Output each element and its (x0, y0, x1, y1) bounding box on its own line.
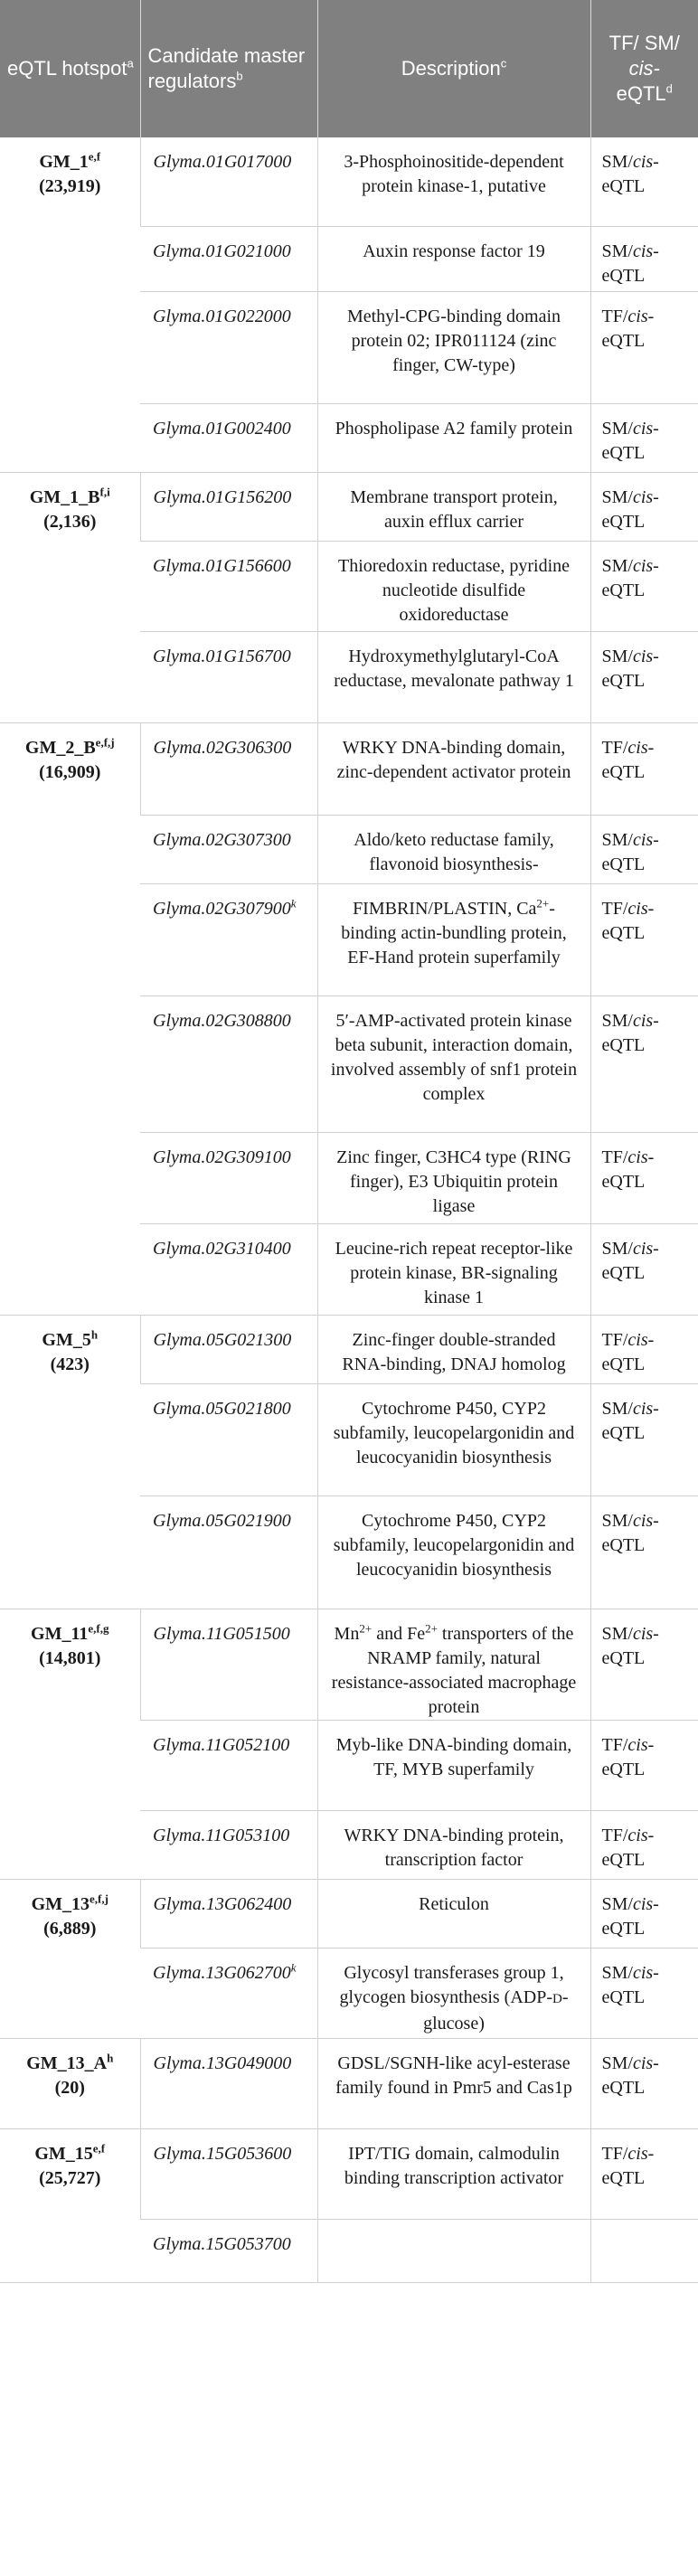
type-eqtl: eQTL (601, 922, 646, 943)
gene-cell (140, 2128, 317, 2219)
description-text: -binding actin-bundling protein, EF-Hand protein superfamily (341, 898, 567, 967)
type-cell (590, 1720, 698, 1810)
type-class: SM/ (601, 1238, 633, 1259)
gene-cell (140, 1879, 317, 1948)
gene-id: Glyma.13G062700 (153, 1962, 291, 1983)
type-class: SM/ (601, 1962, 633, 1983)
type-cell (590, 403, 698, 472)
description-cell (317, 1720, 590, 1810)
table-row (0, 1879, 698, 1948)
type-cis: cis- (632, 152, 659, 172)
description-text: 3-Phosphoinositide-dependent protein kinase-1, putative (344, 152, 564, 196)
description-text: Membrane transport protein, auxin efflux carrier (350, 486, 558, 532)
table-row (0, 2128, 698, 2219)
gene-id: Glyma.01G156700 (153, 646, 291, 666)
gene-id: Glyma.11G051500 (153, 1623, 290, 1644)
gene-footnote: k (290, 895, 297, 910)
description-cell (317, 472, 590, 541)
gene-cell (140, 1609, 317, 1720)
hotspot-label: GM_1_B (29, 486, 100, 507)
gene-cell (140, 995, 317, 1132)
description-text: WRKY DNA-binding domain, zinc-dependent activator protein (336, 737, 571, 782)
hotspot-cell (0, 1609, 140, 1879)
gene-id: Glyma.15G053600 (153, 2143, 292, 2164)
description-prefix: FIMBRIN/PLASTIN, Ca (353, 898, 537, 919)
type-eqtl: eQTL (601, 1986, 646, 2007)
gene-id: Glyma.02G306300 (153, 737, 292, 758)
type-eqtl: eQTL (601, 761, 646, 782)
gene-footnote: k (290, 1959, 297, 1974)
description-cell (317, 722, 590, 815)
description-cell (317, 137, 590, 226)
description-text: 5′-AMP-activated protein kinase beta subunit, interaction domain, involved assembly of snf1 protein complex (330, 1010, 578, 1104)
gene-id: Glyma.11G053100 (153, 1825, 290, 1845)
gene-cell (140, 2219, 317, 2282)
hotspot-count: (2,136) (43, 511, 97, 532)
description-cell (317, 815, 590, 883)
type-cis: cis- (632, 2052, 659, 2073)
gene-cell (140, 291, 317, 403)
type-cis: cis- (632, 1623, 659, 1644)
description-text: Glycosyl transferases group 1, glycogen biosynthesis (339, 1962, 564, 2007)
type-cis: cis- (627, 306, 655, 326)
gene-cell (140, 2038, 317, 2128)
description-cell (317, 1609, 590, 1720)
hotspot-cell (0, 472, 140, 722)
type-class: TF/ (601, 737, 628, 758)
hotspot-footnote: h (107, 2050, 114, 2064)
description-smallcaps: D (552, 1991, 562, 2006)
hotspot-name (9, 1328, 131, 1353)
gene-id: Glyma.15G053700 (153, 2233, 291, 2254)
description-text: Auxin response factor 19 (363, 241, 545, 261)
description-part: Mn (334, 1623, 360, 1644)
type-class: SM/ (601, 1010, 633, 1031)
description-part: (ADP- (499, 1986, 553, 2007)
type-class: SM/ (601, 1398, 633, 1419)
type-cell (590, 722, 698, 815)
type-class: SM/ (601, 2052, 633, 2073)
description-text: GDSL/SGNH-like acyl-esterase family found in Pmr5 and Cas1p (335, 2052, 572, 2098)
type-class: SM/ (601, 1510, 633, 1531)
description-part: 2+ (359, 1620, 373, 1635)
type-eqtl: eQTL (601, 1849, 646, 1870)
gene-id: Glyma.02G308800 (153, 1010, 291, 1031)
gene-id: Glyma.01G021000 (153, 241, 291, 261)
table-row (0, 2038, 698, 2128)
hotspot-footnote: e,f (88, 149, 101, 164)
type-cis: cis- (632, 486, 659, 507)
gene-cell (140, 1496, 317, 1609)
gene-cell (140, 1315, 317, 1383)
header-regulators: Candidate master regulators$^b$ (140, 0, 317, 137)
hotspot-count: (16,909) (39, 761, 101, 782)
type-cis: cis- (627, 1825, 655, 1845)
table-row (0, 722, 698, 815)
type-cis: cis- (632, 1510, 659, 1531)
description-cell (317, 291, 590, 403)
hotspot-count: (23,919) (39, 176, 101, 196)
description-text: Cytochrome P450, CYP2 subfamily, leucopelargonidin and leucocyanidin biosynthesis (333, 1398, 575, 1467)
type-eqtl: eQTL (601, 1171, 646, 1192)
gene-id: Glyma.01G022000 (153, 306, 291, 326)
type-class: TF/ (601, 1734, 628, 1755)
description-cell (317, 995, 590, 1132)
type-cis: cis- (632, 1893, 659, 1914)
gene-id: Glyma.13G049000 (153, 2052, 292, 2073)
gene-id: Glyma.11G052100 (153, 1734, 290, 1755)
hotspot-cell (0, 137, 140, 472)
description-cell (317, 226, 590, 291)
type-cell (590, 2128, 698, 2219)
description-text: Hydroxymethylglutaryl-CoA reductase, mevalonate pathway 1 (334, 646, 574, 691)
description-text: Leucine-rich repeat receptor-like protein kinase, BR-signaling kinase 1 (335, 1238, 573, 1307)
type-eqtl: eQTL (601, 1759, 646, 1779)
hotspot-label: GM_11 (31, 1623, 89, 1644)
gene-id: Glyma.01G002400 (153, 418, 291, 439)
gene-cell (140, 722, 317, 815)
description-cell (317, 1132, 590, 1223)
type-eqtl: eQTL (601, 1422, 646, 1443)
gene-cell (140, 815, 317, 883)
description-cell (317, 1496, 590, 1609)
type-cell (590, 815, 698, 883)
gene-id: Glyma.05G021800 (153, 1398, 291, 1419)
table-row (0, 137, 698, 226)
type-class: SM/ (601, 829, 633, 850)
gene-cell (140, 883, 317, 995)
gene-cell (140, 541, 317, 631)
type-class: TF/ (601, 898, 628, 919)
description-text: Phospholipase A2 family protein (335, 418, 573, 439)
table-header (0, 0, 698, 137)
description-text: Reticulon (419, 1893, 489, 1914)
hotspot-label: GM_13 (31, 1893, 90, 1914)
description-cell (317, 2219, 590, 2282)
description-cell (317, 1383, 590, 1496)
type-class: TF/ (601, 2143, 628, 2164)
gene-cell (140, 472, 317, 541)
type-cell (590, 1948, 698, 2038)
type-cell (590, 226, 698, 291)
type-cis: cis- (632, 241, 659, 261)
type-cell (590, 1879, 698, 1948)
description-text: WRKY DNA-binding protein, transcription factor (344, 1825, 564, 1870)
type-class: SM/ (601, 1893, 633, 1914)
type-eqtl: eQTL (601, 1034, 646, 1055)
table-row (0, 1609, 698, 1720)
description-text: natural resistance-associated macrophage protein (331, 1647, 577, 1717)
gene-id: Glyma.02G307900 (153, 898, 291, 919)
description-cell (317, 631, 590, 722)
hotspot-name (9, 1622, 131, 1647)
gene-id: Glyma.02G309100 (153, 1146, 291, 1167)
type-cis: cis- (632, 555, 659, 576)
type-eqtl: eQTL (601, 330, 646, 351)
type-eqtl: eQTL (601, 1534, 646, 1555)
gene-id: Glyma.05G021300 (153, 1329, 292, 1350)
type-cis: cis- (632, 418, 659, 439)
type-cis: cis- (632, 1398, 659, 1419)
description-text: Cytochrome P450, CYP2 subfamily, leucopelargonidin and leucocyanidin biosynthesis (333, 1510, 575, 1580)
description-text: Zinc finger, C3HC4 type (RING finger), E3 Ubiquitin protein ligase (336, 1146, 571, 1216)
type-cell (590, 1223, 698, 1315)
hotspot-name (9, 2052, 131, 2076)
description-cell (317, 403, 590, 472)
type-class: SM/ (601, 418, 633, 439)
type-class: SM/ (601, 555, 633, 576)
header-type: TF/ SM/ cis- eQTL$^d$ (590, 0, 698, 137)
table-row (0, 472, 698, 541)
type-eqtl: eQTL (601, 580, 646, 600)
hotspot-name (9, 1892, 131, 1917)
hotspot-footnote: e,f,g (88, 1620, 109, 1635)
hotspot-label: GM_2_B (24, 737, 96, 758)
type-cell (590, 631, 698, 722)
type-class: SM/ (601, 152, 633, 172)
type-cis: cis- (632, 646, 659, 666)
type-cis: cis- (627, 2143, 655, 2164)
hotspot-name (9, 150, 131, 175)
hotspot-footnote: e,f,j (95, 734, 115, 749)
hotspot-count: (20) (54, 2077, 85, 2098)
header-hotspot: eQTL hotspot$^a$ (0, 0, 140, 137)
hotspot-footnote: h (90, 1326, 99, 1341)
type-cis: cis- (627, 1329, 655, 1350)
type-eqtl: eQTL (601, 1647, 646, 1668)
type-eqtl: eQTL (601, 1262, 646, 1283)
gene-cell (140, 1810, 317, 1879)
hotspot-footnote: e,f,j (90, 1891, 108, 1905)
description-text: Myb-like DNA-binding domain, TF, MYB superfamily (335, 1734, 572, 1779)
hotspot-count: (25,727) (39, 2167, 101, 2188)
description-text: IPT/TIG domain, calmodulin binding transcription activator (344, 2143, 564, 2188)
type-cis: cis- (632, 1010, 659, 1031)
table-body (0, 137, 698, 2282)
type-cis: cis- (627, 898, 655, 919)
description-cell (317, 1948, 590, 2038)
description-sup: 2+ (536, 895, 550, 910)
gene-cell (140, 1223, 317, 1315)
description-text: Aldo/keto reductase family, flavonoid biosynthesis- (354, 829, 554, 874)
hotspot-cell (0, 1315, 140, 1609)
type-eqtl: eQTL (601, 1354, 646, 1374)
type-cell (590, 995, 698, 1132)
hotspot-name (9, 2142, 131, 2166)
description-part: 2+ (425, 1620, 438, 1635)
type-class: TF/ (601, 1329, 628, 1350)
type-eqtl: eQTL (601, 176, 646, 196)
hotspot-name (9, 736, 131, 760)
type-cell (590, 2219, 698, 2282)
description-cell (317, 1879, 590, 1948)
hotspot-label: GM_5 (42, 1329, 91, 1350)
description-part: transporters of the NRAMP family, (367, 1623, 574, 1668)
gene-id: Glyma.05G021900 (153, 1510, 291, 1531)
type-cis: cis- (632, 1962, 659, 1983)
type-cis: cis- (627, 1146, 655, 1167)
type-class: TF/ (601, 1146, 628, 1167)
type-eqtl: eQTL (601, 670, 646, 691)
header-description: Description$^c$ (317, 0, 590, 137)
hotspot-count: (14,801) (39, 1647, 101, 1668)
type-cis: cis- (627, 1734, 655, 1755)
type-eqtl: eQTL (601, 2077, 646, 2098)
type-cis: cis- (632, 829, 659, 850)
type-cell (590, 1383, 698, 1496)
gene-id: Glyma.02G310400 (153, 1238, 291, 1259)
type-class: SM/ (601, 241, 633, 261)
hotspot-cell (0, 2038, 140, 2128)
type-eqtl: eQTL (601, 1918, 646, 1939)
type-cell (590, 1315, 698, 1383)
type-eqtl: eQTL (601, 265, 646, 286)
type-cell (590, 1810, 698, 1879)
gene-cell (140, 137, 317, 226)
type-class: SM/ (601, 1623, 633, 1644)
type-cell (590, 883, 698, 995)
description-cell (317, 2038, 590, 2128)
type-cell (590, 541, 698, 631)
description-part: and Fe (372, 1623, 426, 1644)
description-cell (317, 1223, 590, 1315)
description-cell (317, 883, 590, 995)
type-cell (590, 1496, 698, 1609)
gene-id: Glyma.01G017000 (153, 152, 292, 172)
type-cis: cis- (627, 737, 655, 758)
type-eqtl: eQTL (601, 2167, 646, 2188)
hotspot-label: GM_15 (34, 2143, 93, 2164)
type-cell (590, 2038, 698, 2128)
hotspot-label: GM_1 (39, 152, 89, 172)
type-eqtl: eQTL (601, 511, 646, 532)
hotspot-cell (0, 722, 140, 1315)
gene-cell (140, 226, 317, 291)
gene-cell (140, 1132, 317, 1223)
type-cell (590, 472, 698, 541)
type-class: SM/ (601, 486, 633, 507)
description-cell (317, 1810, 590, 1879)
hotspot-cell (0, 1879, 140, 2038)
hotspot-cell (0, 2128, 140, 2282)
description-part: -glucose) (423, 1986, 569, 2033)
hotspot-count: (423) (50, 1354, 90, 1374)
gene-cell (140, 1948, 317, 2038)
hotspot-label: GM_13_A (26, 2052, 108, 2073)
type-cell (590, 137, 698, 226)
type-class: TF/ (601, 1825, 628, 1845)
type-class: SM/ (601, 646, 633, 666)
type-cis: cis- (632, 1238, 659, 1259)
description-cell (317, 1315, 590, 1383)
type-cell (590, 1609, 698, 1720)
hotspot-count: (6,889) (43, 1918, 97, 1939)
gene-cell (140, 1720, 317, 1810)
type-eqtl: eQTL (601, 854, 646, 874)
description-text: Zinc-finger double-stranded RNA-binding, DNAJ homolog (342, 1329, 566, 1374)
hotspot-footnote: e,f (92, 2140, 106, 2155)
gene-cell (140, 631, 317, 722)
table-row (0, 1315, 698, 1383)
hotspot-footnote: f,i (99, 484, 110, 498)
description-cell (317, 541, 590, 631)
description-cell (317, 2128, 590, 2219)
type-class: TF/ (601, 306, 628, 326)
description-text: Methyl-CPG-binding domain protein 02; IPR011124 (zinc finger, CW-type) (346, 306, 561, 375)
gene-cell (140, 403, 317, 472)
gene-id: Glyma.02G307300 (153, 829, 291, 850)
gene-id: Glyma.01G156200 (153, 486, 292, 507)
type-cell (590, 1132, 698, 1223)
type-cell (590, 291, 698, 403)
gene-id: Glyma.01G156600 (153, 555, 291, 576)
type-eqtl: eQTL (601, 442, 646, 463)
description-text: Thioredoxin reductase, pyridine nucleotide disulfide oxidoreductase (337, 555, 571, 625)
gene-id: Glyma.13G062400 (153, 1893, 292, 1914)
hotspot-name (9, 486, 131, 510)
gene-cell (140, 1383, 317, 1496)
